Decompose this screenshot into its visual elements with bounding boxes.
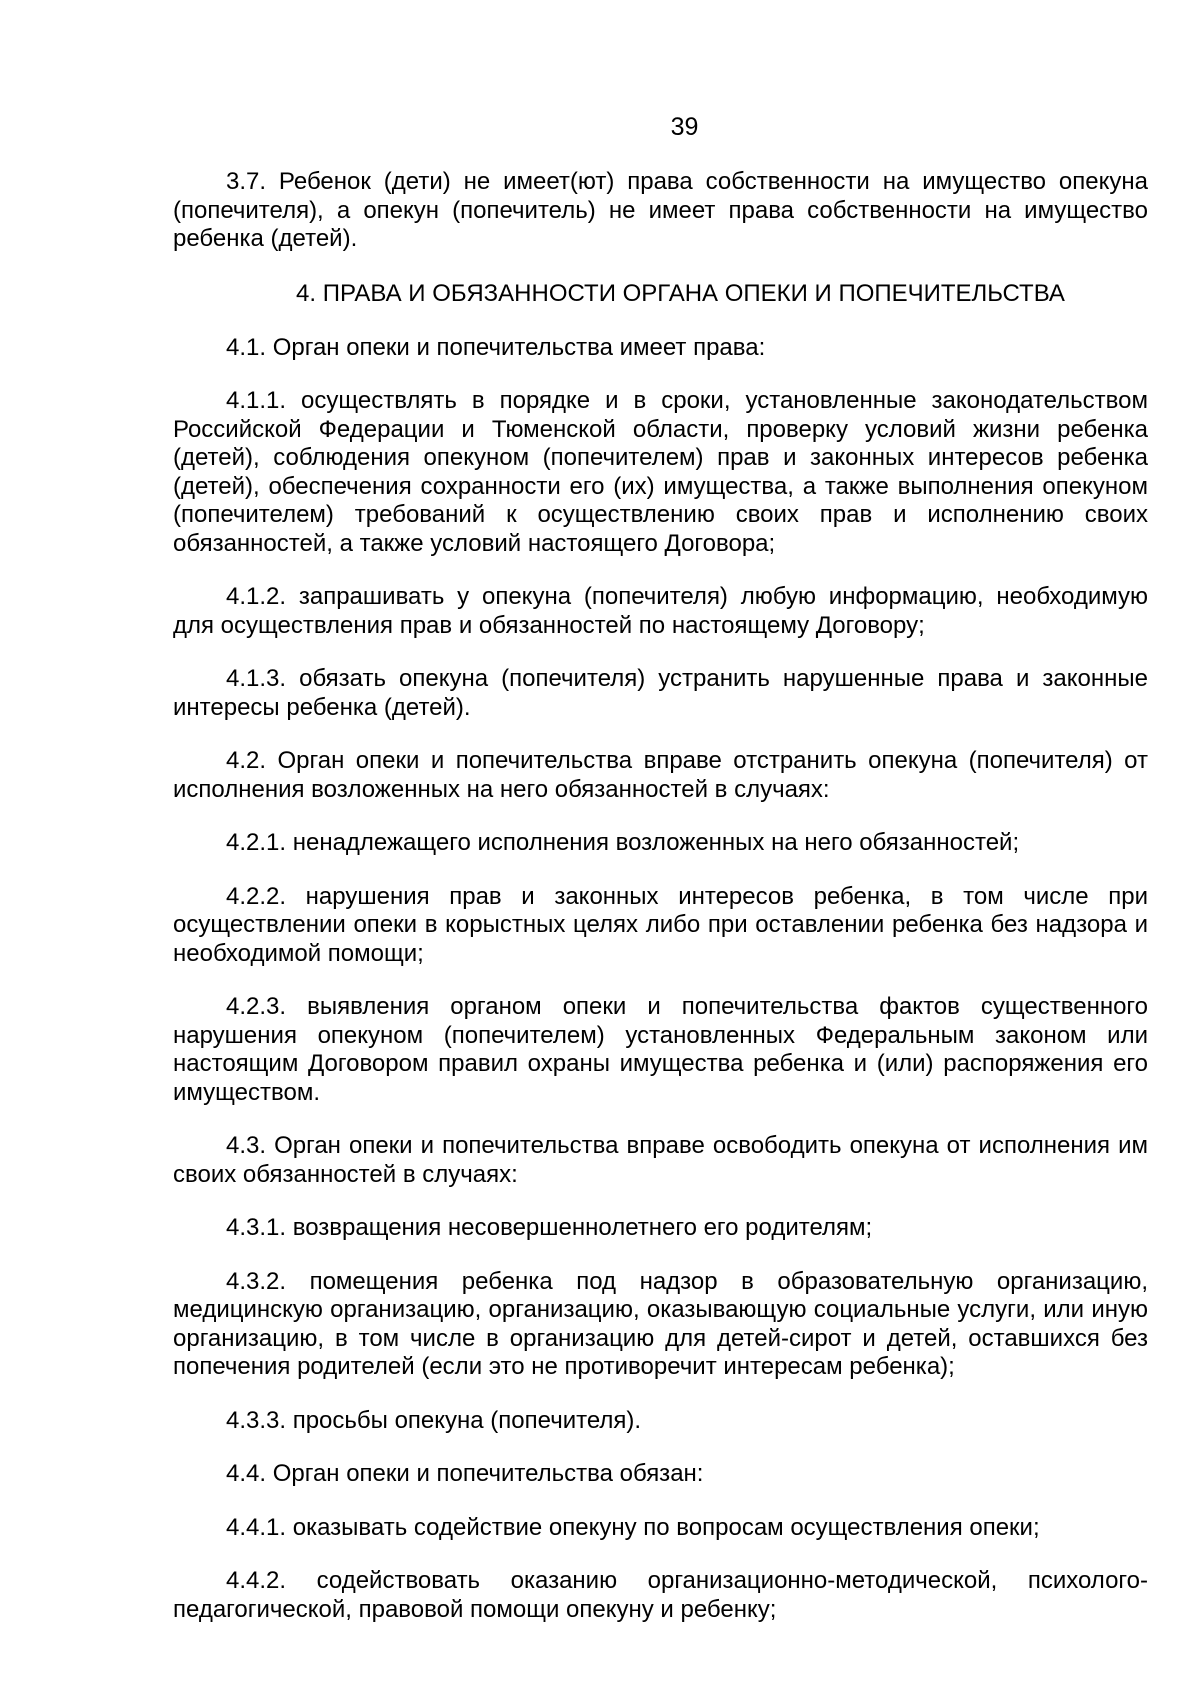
paragraph-4-4-2: 4.4.2. содействовать оказанию организационно-методической, психолого-педагогической, правовой помощи опекуну и ребенку;	[173, 1567, 1148, 1623]
section-heading-4: 4. ПРАВА И ОБЯЗАННОСТИ ОРГАНА ОПЕКИ И ПОПЕЧИТЕЛЬСТВА	[296, 279, 1065, 307]
document-page	[173, 112, 1148, 1649]
paragraph-3-7: 3.7. Ребенок (дети) не имеет(ют) права собственности на имущество опекуна (попечителя), а опекун (попечитель) не имеет права собственности на имущество ребенка (детей).	[173, 168, 1148, 252]
paragraph-4-2: 4.2. Орган опеки и попечительства вправе отстранить опекуна (попечителя) от исполнения возложенных на него обязанностей в случаях:	[173, 747, 1148, 803]
paragraph-4-1-3: 4.1.3. обязать опекуна (попечителя) устранить нарушенные права и законные интересы ребенка (детей).	[173, 665, 1148, 721]
paragraph-4-3-1: 4.3.1. возвращения несовершеннолетнего его родителям;	[226, 1214, 873, 1241]
paragraph-4-3-2: 4.3.2. помещения ребенка под надзор в образовательную организацию, медицинскую организацию, организацию, оказывающую социальные услуги, или иную организацию, в том числе в организацию для детей-сирот и детей, оставшихся без попечения родителей (если это не противоречит интересам ребенка);	[173, 1267, 1148, 1380]
page-number: 39	[670, 113, 699, 141]
paragraph-4-1: 4.1. Орган опеки и попечительства имеет права:	[226, 333, 766, 361]
paragraph-4-4-1: 4.4.1. оказывать содействие опекуну по вопросам осуществления опеки;	[226, 1513, 1040, 1541]
paragraph-4-3-3: 4.3.3. просьбы опекуна (попечителя).	[226, 1406, 642, 1434]
paragraph-4-2-2: 4.2.2. нарушения прав и законных интересов ребенка, в том числе при осуществлении опеки в корыстных целях либо при оставлении ребенка без надзора и необходимой помощи;	[173, 882, 1148, 967]
paragraph-4-1-2: 4.1.2. запрашивать у опекуна (попечителя) любую информацию, необходимую для осуществления прав и обязанностей по настоящему Договору;	[173, 583, 1148, 639]
paragraph-4-2-3: 4.2.3. выявления органом опеки и попечительства фактов существенного нарушения опекуном (попечителем) установленных Федеральным законом или настоящим Договором правил охраны имущества ребенка и (или) распоряжения его имуществом.	[173, 993, 1148, 1106]
paragraph-4-3: 4.3. Орган опеки и попечительства вправе освободить опекуна от исполнения им своих обязанностей в случаях:	[173, 1132, 1148, 1188]
paragraph-4-4: 4.4. Орган опеки и попечительства обязан:	[226, 1460, 704, 1487]
paragraph-4-2-1: 4.2.1. ненадлежащего исполнения возложенных на него обязанностей;	[226, 829, 1020, 856]
paragraph-4-1-1: 4.1.1. осуществлять в порядке и в сроки, установленные законодательством Российской Федерации и Тюменской области, проверку условий жизни ребенка (детей), соблюдения опекуном (попечителем) прав и законных интересов ребенка (детей), обеспечения сохранности его (их) имущества, а также выполнения опекуном (попечителем) требований к осуществлению своих прав и исполнению своих обязанностей, а также условий настоящего Договора;	[173, 387, 1148, 557]
